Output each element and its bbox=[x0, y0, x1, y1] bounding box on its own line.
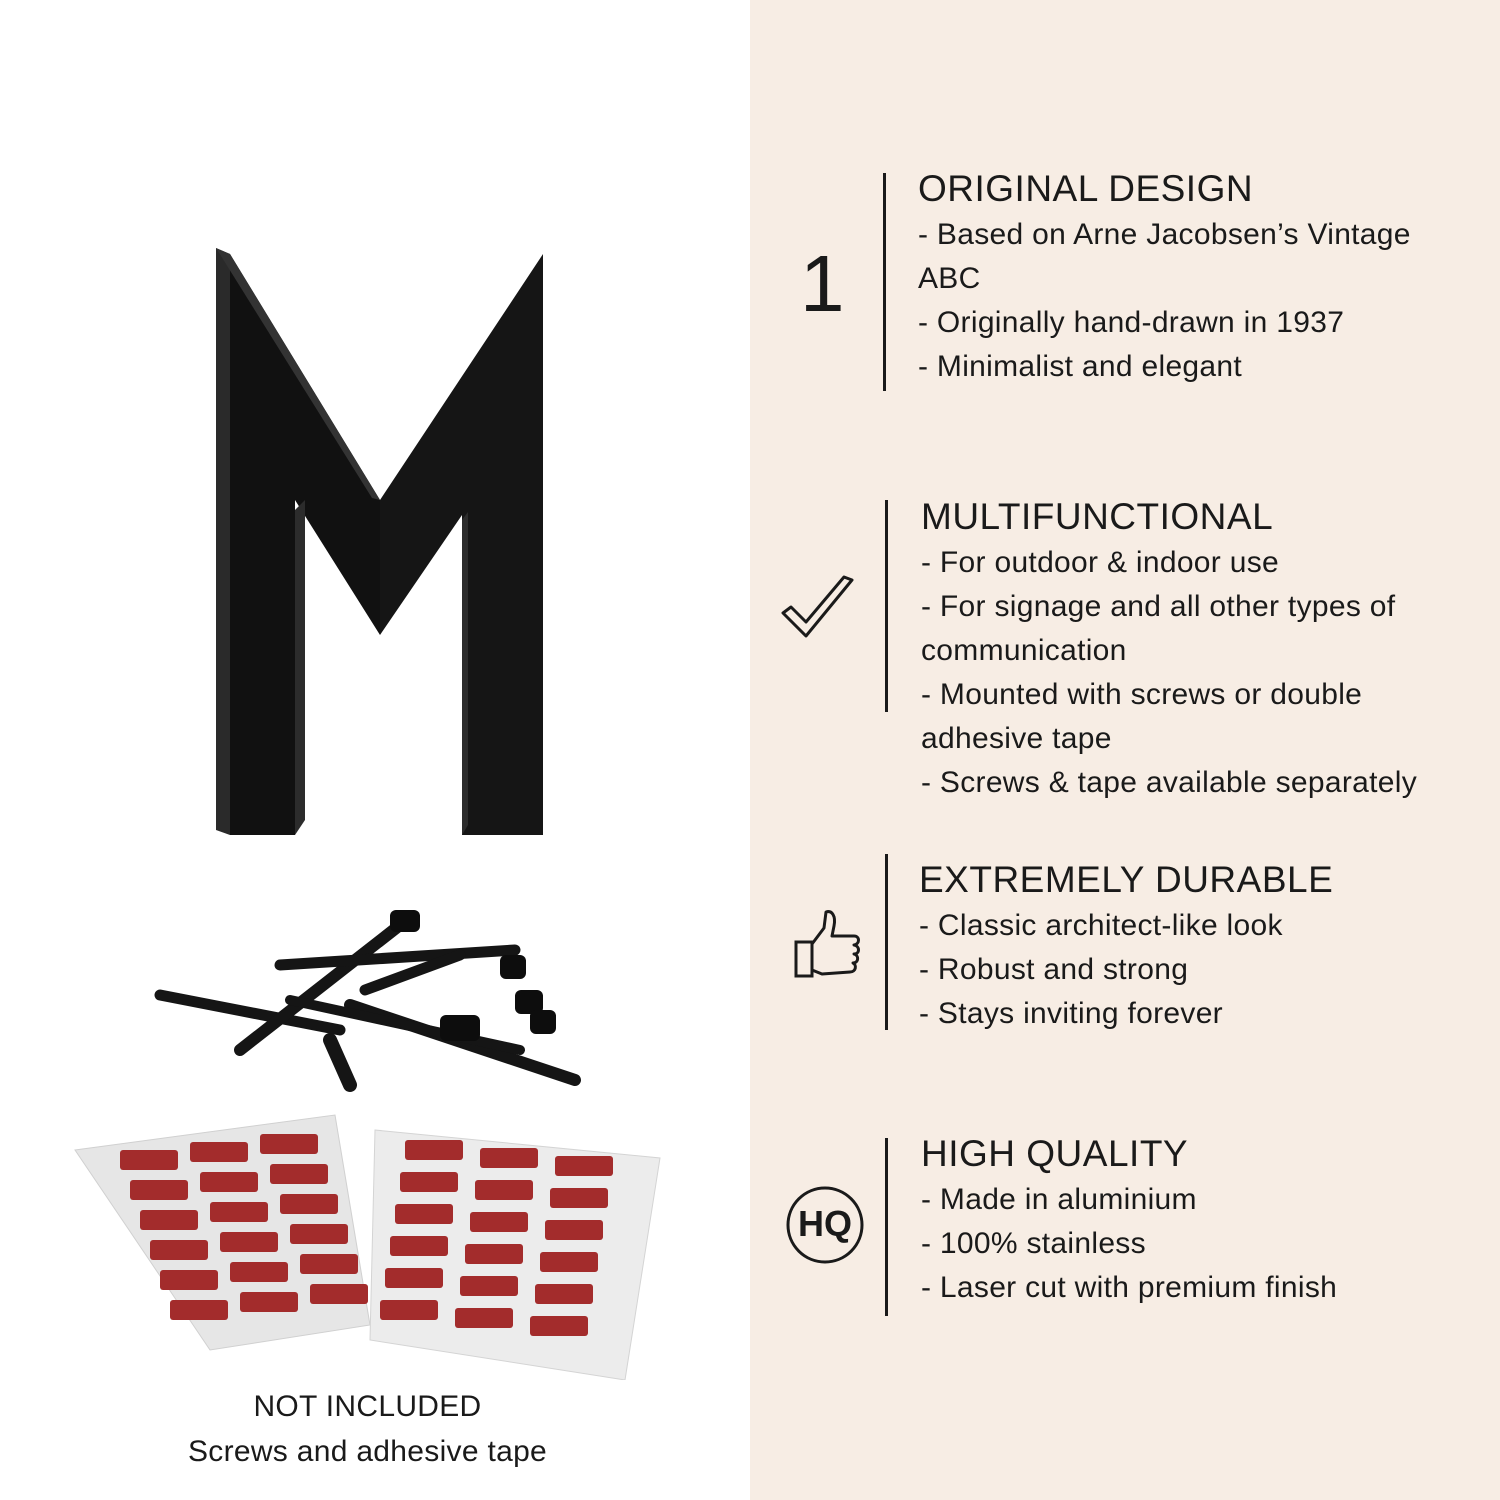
feature-line: - Minimalist and elegant bbox=[918, 350, 1243, 383]
feature-line: - Laser cut with premium finish bbox=[921, 1271, 1338, 1304]
feature-line: ABC bbox=[918, 262, 981, 295]
feature-line: - Classic architect-like look bbox=[919, 909, 1283, 942]
feature-line: - Robust and strong bbox=[919, 953, 1189, 986]
feature-title: MULTIFUNCTIONAL bbox=[921, 496, 1274, 537]
hq-label: HQ bbox=[798, 1203, 852, 1244]
feature-line: - Mounted with screws or double bbox=[921, 678, 1363, 711]
features-panel bbox=[750, 0, 1500, 1500]
divider bbox=[885, 854, 888, 1030]
number-one-icon: 1 bbox=[800, 239, 845, 328]
feature-title: HIGH QUALITY bbox=[921, 1133, 1189, 1174]
feature-line: - For outdoor & indoor use bbox=[921, 546, 1279, 579]
feature-title: ORIGINAL DESIGN bbox=[918, 168, 1254, 209]
feature-line: - Made in aluminium bbox=[921, 1183, 1197, 1216]
adhesive-tape-image bbox=[70, 1110, 670, 1380]
not-included-label: NOT INCLUDED bbox=[253, 1390, 482, 1423]
feature-line: - 100% stainless bbox=[921, 1227, 1146, 1260]
feature-line: - For signage and all other types of bbox=[921, 590, 1396, 623]
feature-line: - Stays inviting forever bbox=[919, 997, 1223, 1030]
feature-line: communication bbox=[921, 634, 1127, 667]
feature-line: adhesive tape bbox=[921, 722, 1112, 755]
checkmark-icon bbox=[780, 575, 856, 641]
feature-line: - Screws & tape available separately bbox=[921, 766, 1418, 799]
divider bbox=[883, 173, 886, 391]
letter-m-image bbox=[200, 240, 560, 850]
feature-title: EXTREMELY DURABLE bbox=[919, 859, 1334, 900]
not-included-detail: Screws and adhesive tape bbox=[187, 1435, 548, 1468]
feature-line: - Based on Arne Jacobsen’s Vintage bbox=[918, 218, 1411, 251]
thumbs-up-icon bbox=[792, 908, 864, 980]
feature-line: - Originally hand-drawn in 1937 bbox=[918, 306, 1345, 339]
divider bbox=[885, 500, 888, 712]
screws-image bbox=[140, 900, 600, 1110]
divider bbox=[885, 1138, 888, 1316]
